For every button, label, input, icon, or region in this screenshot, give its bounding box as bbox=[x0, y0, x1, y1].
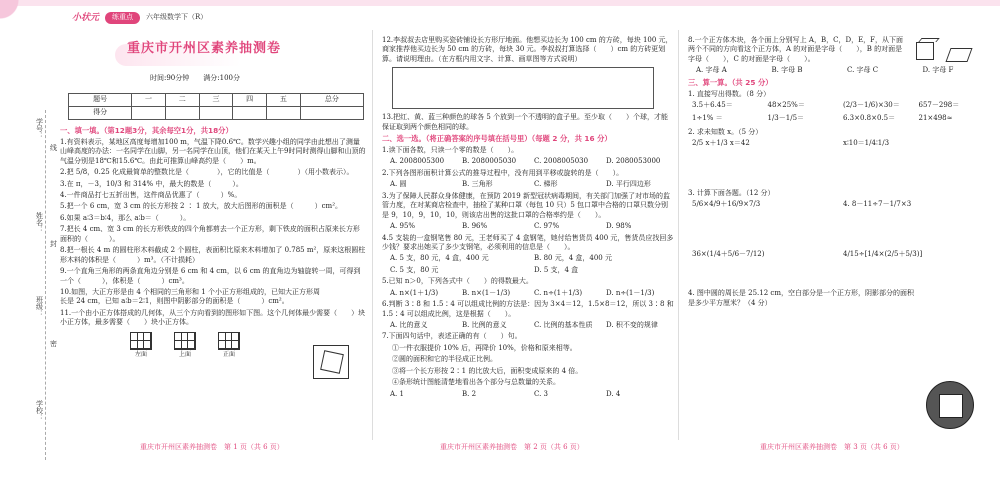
page-3 bbox=[678, 0, 1000, 477]
calc-row bbox=[692, 139, 994, 148]
options bbox=[390, 321, 674, 330]
calc-row bbox=[692, 250, 994, 259]
footer-page-1: 重庆市开州区素养抽测卷 第 1 页（共 6 页） bbox=[140, 443, 284, 451]
expression: 4. 8－11÷7－1/7×3 bbox=[843, 200, 912, 209]
choice-5: 5.已知 n＞0，下列各式中（ ）的得数最大。 bbox=[382, 277, 533, 286]
page-1 bbox=[0, 0, 372, 477]
option[interactable]: D. 4 bbox=[606, 389, 621, 398]
statement: ②圆的面积和它的半径成正比例。 bbox=[392, 355, 497, 364]
option[interactable]: A. 2008005300 bbox=[390, 157, 445, 166]
option[interactable]: C. n÷(1＋1/3) bbox=[534, 288, 583, 297]
grade-label: 六年级数学下（R） bbox=[146, 13, 208, 22]
seat-label: 学号： bbox=[35, 118, 44, 139]
answer-box[interactable] bbox=[392, 67, 654, 109]
footer-page-2: 重庆市开州区素养抽测卷 第 2 页（共 6 页） bbox=[440, 443, 584, 451]
calc-1-title: 1. 直接写出得数。（8 分） bbox=[688, 89, 771, 98]
calc-row bbox=[692, 101, 994, 110]
option[interactable]: B. 三角形 bbox=[462, 180, 493, 189]
calc-item: 1/3－1/5＝ bbox=[767, 114, 805, 123]
options bbox=[390, 222, 674, 231]
view-label: 正面 bbox=[222, 350, 235, 358]
calc-row bbox=[692, 200, 994, 209]
calc-item: 48×25%＝ bbox=[767, 101, 805, 110]
calc-item: 1÷1% ＝ bbox=[692, 114, 723, 123]
name-label: 姓名： bbox=[35, 212, 44, 233]
expression: 36×(1/4＋5/6－7/12) bbox=[692, 249, 765, 258]
option[interactable]: A. 5 支，80 元，4 盒，400 元 bbox=[390, 254, 489, 263]
page-2 bbox=[372, 0, 678, 477]
question-8: 8.一个正方体木块，各个面上分别写上 A，B，C，D，E，F，从下面两个不同的方向看这个正方体，A 的对面是字母（ ），B 的对面是字母（ ），C 的对面是字母（ ）。 bbox=[688, 36, 904, 63]
expression: 4/15÷[1/4×(2/5＋5/3)] bbox=[843, 249, 923, 258]
option[interactable]: B. 2 bbox=[462, 389, 477, 398]
option[interactable]: D. n÷(1－1/3) bbox=[606, 288, 655, 297]
options bbox=[390, 266, 674, 275]
option[interactable]: D. 98% bbox=[606, 222, 632, 231]
cube-figure bbox=[906, 36, 976, 70]
option[interactable]: B. 比例的意义 bbox=[462, 321, 507, 330]
table-cell: 三 bbox=[199, 94, 233, 107]
option[interactable]: B. 字母 B bbox=[771, 66, 803, 75]
view-grid bbox=[174, 332, 196, 350]
question-10: 10.如图，大正方形是由 4 个相同的三角形和 1 个小正方形组成的，已知大正方形周长是 24 cm，已知 a∶b＝2∶1，则图中阴影部分的面积是（ ）cm²。 bbox=[60, 287, 320, 306]
square-diagram bbox=[313, 345, 349, 379]
calc-row bbox=[692, 114, 994, 123]
calc-4-question: 4. 图中圆的周长是 25.12 cm，空白部分是一个正方形，阴影部分的面积是多少平方厘米？（4 分） bbox=[688, 289, 914, 307]
circle-square-figure bbox=[926, 381, 974, 429]
view-grid bbox=[130, 332, 152, 350]
option[interactable]: C. 梯形 bbox=[534, 180, 558, 189]
option[interactable]: C. 字母 C bbox=[847, 66, 879, 75]
option[interactable]: B. 96% bbox=[462, 222, 488, 231]
question-8: 8.把一根长 4 m 的圆柱形木料截成 2 个圆柱，表面积比原来木料增加了 0.785 m²，原来这根圆柱形木料的体积是（ ）m³。（不计损耗） bbox=[60, 246, 366, 264]
choice-2: 2.下列各图形面积计算公式的推导过程中，没有用到平移或旋转的是（ ）。 bbox=[382, 168, 624, 177]
choice-6: 6.判断 3∶8 和 1.5∶4 可以组成比例的方法是：因为 3×4＝12，1.5×8＝12，所以 3∶8 和 1.5∶4 可以组成比例，这是根据（ ）。 bbox=[382, 300, 674, 318]
options bbox=[390, 180, 674, 189]
calc-2-title: 2. 求未知数 x。（5 分） bbox=[688, 127, 763, 136]
table-cell: 总分 bbox=[300, 94, 363, 107]
section-1-heading: 一、填一填。（第12题3分，其余每空1分，共18分） bbox=[60, 126, 233, 135]
class-label: 班级： bbox=[35, 296, 44, 317]
question-6: 6.如果 a∶3＝b∶4，那么 a∶b＝（ ）。 bbox=[60, 213, 191, 222]
expression: 5/6×4/9＋16/9×7/3 bbox=[692, 200, 761, 209]
option[interactable]: C. 97% bbox=[534, 222, 560, 231]
option[interactable]: C. 5 支，80 元 bbox=[390, 265, 439, 274]
view-label: 上面 bbox=[178, 350, 191, 358]
question-4: 4.一件商品打七五折出售，这件商品优惠了（ ）%。 bbox=[60, 191, 242, 200]
option[interactable]: D. 2080053000 bbox=[606, 157, 661, 166]
table-cell: 得分 bbox=[69, 107, 132, 120]
school-label: 学校： bbox=[35, 400, 44, 421]
calc-item: 21×498≈ bbox=[918, 114, 953, 123]
options bbox=[390, 390, 674, 399]
option[interactable]: D. 5 支，4 盒 bbox=[534, 265, 579, 274]
option[interactable]: A. 比的意义 bbox=[390, 321, 428, 330]
table-cell: 题号 bbox=[69, 94, 132, 107]
view-front bbox=[218, 332, 240, 359]
calc-item: 657－298＝ bbox=[918, 101, 960, 110]
question-1: 1.有资料表示，某地区高度每增加100 m，气温下降0.6℃。数学兴趣小组的同学由此想出了测量山峰高度的办法：一名同学在山脚，另一名同学在山顶，他们在某天上午9时同时测得山脚和山顶的气温分别是18℃和15.6℃。由此可推算山峰高约是（ ）m。 bbox=[60, 137, 366, 165]
calc-item: 6.3×0.8×0.5＝ bbox=[843, 114, 896, 123]
options bbox=[390, 289, 674, 298]
question-2: 2.把 5/8，0.25 化成最简单的整数比是（ ），它的比值是（ ）（用小数表示）。 bbox=[60, 168, 354, 177]
view-grid bbox=[218, 332, 240, 350]
option[interactable]: C. 3 bbox=[534, 389, 549, 398]
option[interactable]: D. 积不变的规律 bbox=[606, 321, 658, 330]
seal-mi: 密 bbox=[49, 340, 58, 347]
equation: 2/5 x＋1/3 x＝42 bbox=[692, 139, 750, 148]
option[interactable]: D. 字母 F bbox=[922, 66, 954, 75]
calc-item: (2/3－1/6)×30＝ bbox=[843, 101, 900, 110]
option[interactable]: A. 1 bbox=[390, 389, 404, 398]
seal-feng: 封 bbox=[49, 240, 58, 247]
table-cell: 四 bbox=[233, 94, 267, 107]
option[interactable]: B. 2080005030 bbox=[462, 157, 517, 166]
choice-3: 3.为了保障人民群众身体健康，在预防 2019 新型冠状病毒期间，有关部门加强了对市场的监管力度，在对某商店检查中，抽检了某种口罩（每包 10 只）5 包口罩中合格的口罩只数分别是 9，10，9，10，10，则该店出售的这批口罩的合格率约是（ ）。 bbox=[382, 191, 670, 219]
page-title: 重庆市开州区素养抽测卷 bbox=[126, 41, 281, 56]
choice-4: 4.5 支装的一盒钢笔售 80 元，王老师买了 4 盒钢笔，她付给售货员 400 元，售货员应找回多少钱？要求出她买了多少支钢笔，必须利用的信息是（ ）。 bbox=[382, 233, 674, 251]
option[interactable]: A. 字母 A bbox=[696, 66, 727, 75]
question-7: 7.把长 4 cm、宽 3 cm 的长方形铁皮的四个角都剪去一个正方形，剩下铁皮的面积占原来长方形面积的（ ）。 bbox=[60, 225, 360, 243]
section-2-heading: 二、选一选。（将正确答案的序号填在括号里）（每题 2 分，共 16 分） bbox=[382, 134, 612, 144]
option[interactable]: B. 80 元，4 盒，400 元 bbox=[534, 254, 612, 263]
view-label: 左面 bbox=[134, 350, 147, 358]
brand-logo: 小状元 bbox=[72, 13, 100, 23]
table-cell: 五 bbox=[267, 94, 301, 107]
option[interactable]: C. 2008005030 bbox=[534, 157, 589, 166]
options bbox=[390, 157, 674, 166]
option[interactable]: D. 平行四边形 bbox=[606, 180, 651, 189]
choice-7: 7.下面四句话中，表述正确的有（ ）句。 bbox=[382, 332, 522, 341]
question-9: 9.一个直角三角形的两条直角边分别是 6 cm 和 4 cm，以 6 cm 的直角边为轴旋转一周，可得到一个（ ），体积是（ ）cm³。 bbox=[60, 267, 361, 285]
calc-3-title: 3. 计算下面各题。（12 分） bbox=[688, 188, 775, 197]
question-3: 3.在 π，－3，10/3 和 314% 中，最大的数是（ ）。 bbox=[60, 179, 243, 188]
view-top bbox=[174, 332, 196, 359]
question-5: 5.把一个 6 cm，宽 3 cm 的长方形按 2 ∶ 1 放大，放大后图形的面积是（ ）cm²。 bbox=[60, 202, 342, 211]
question-13: 13.把红、黄、蓝三种颜色的球各 5 个放到一个不透明的盒子里。至少取（ ）个球，才能保证取到两个颜色相同的球。 bbox=[382, 113, 669, 131]
question-12: 12.李叔叔去店里购买瓷砖铺设长方形厅地面。他想买边长为 100 cm 的方砖，每块 100 元，商家推荐他买边长为 50 cm 的方砖，每块 30 元。李叔叔打算选择（ ）cm 的方砖更划算。请说明理由。（在方框内用文字、计算、画草图等方式说明） bbox=[382, 36, 673, 63]
table-cell: 一 bbox=[132, 94, 166, 107]
view-left bbox=[130, 332, 152, 359]
options bbox=[390, 254, 674, 263]
table-cell: 二 bbox=[165, 94, 199, 107]
brand-badge: 练重点 bbox=[105, 12, 140, 23]
footer-page-3: 重庆市开州区素养抽测卷 第 3 页（共 6 页） bbox=[760, 443, 904, 451]
statement: ③将一个长方形按 2∶1 的比放大后，面积变成原来的 4 倍。 bbox=[392, 366, 583, 375]
choice-1: 1.读下面各数，只读一个零的数是（ ）。 bbox=[382, 146, 519, 155]
equation: x∶10＝1/4∶1/3 bbox=[843, 139, 890, 148]
option[interactable]: A. n×(1＋1/3) bbox=[390, 288, 439, 297]
question-11: 11.一个由小正方体搭成的几何体，从三个方向看到的图形如下图。这个几何体最少需要（ ）块小正方体，最多需要（ ）块小正方体。 bbox=[60, 308, 366, 327]
seal-xian: 线 bbox=[49, 144, 58, 151]
option[interactable]: C. 比例的基本性质 bbox=[534, 321, 593, 330]
calc-item: 3.5＋6.45＝ bbox=[692, 101, 733, 110]
statement: ④条形统计图能清楚地看出各个部分与总数量的关系。 bbox=[392, 378, 560, 387]
option[interactable]: A. 95% bbox=[390, 222, 416, 231]
option[interactable]: B. n×(1－1/3) bbox=[462, 288, 511, 297]
time-score-line: 时间:90分钟 满分:100分 bbox=[150, 74, 240, 82]
option[interactable]: A. 圆 bbox=[390, 180, 407, 189]
section-3-heading: 三、算一算。（共 25 分） bbox=[688, 77, 773, 87]
statement: ①一件衣服提价 10% 后，再降价 10%，价格和原来相等。 bbox=[392, 343, 577, 352]
